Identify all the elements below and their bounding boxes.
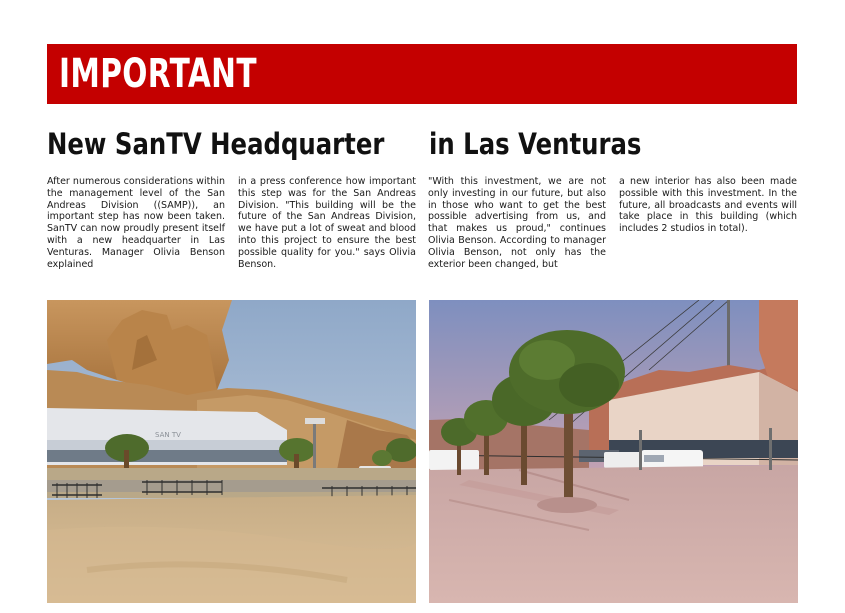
photo-santv-building [47, 300, 416, 603]
article-column-1: After numerous considerations within the management level of the San Andreas Division ((SAMP)), an important step has now been taken. SanTV can now proudly present itself with a new headquarter in Las Venturas. Manager Olivia Benson explained [47, 176, 225, 270]
photo-parking-lot [429, 300, 798, 603]
header-banner [47, 44, 797, 104]
headline-right: in Las Venturas [429, 127, 642, 161]
building-sign: SAN TV [155, 431, 181, 439]
headline-left: New SanTV Headquarter [47, 127, 385, 161]
banner-title: IMPORTANT [59, 51, 257, 97]
article-column-2: in a press conference how important this step was for the San Andreas Division. "This building will be the future of the San Andreas Division, we have put a lot of sweat and blood into this project to ensure the best possible quality for you." says Olivia Benson. [238, 176, 416, 270]
article-column-3: "With this investment, we are not only investing in our future, but also in those who want to get the best possible advertising from us, and that makes us proud," continues Olivia Benson. According to manager Olivia Benson, not only has the exterior been changed, but [428, 176, 606, 270]
article-column-4: a new interior has also been made possible with this investment. In the future, all broadcasts and events will take place in this building (which includes 2 studios in total). [619, 176, 797, 235]
